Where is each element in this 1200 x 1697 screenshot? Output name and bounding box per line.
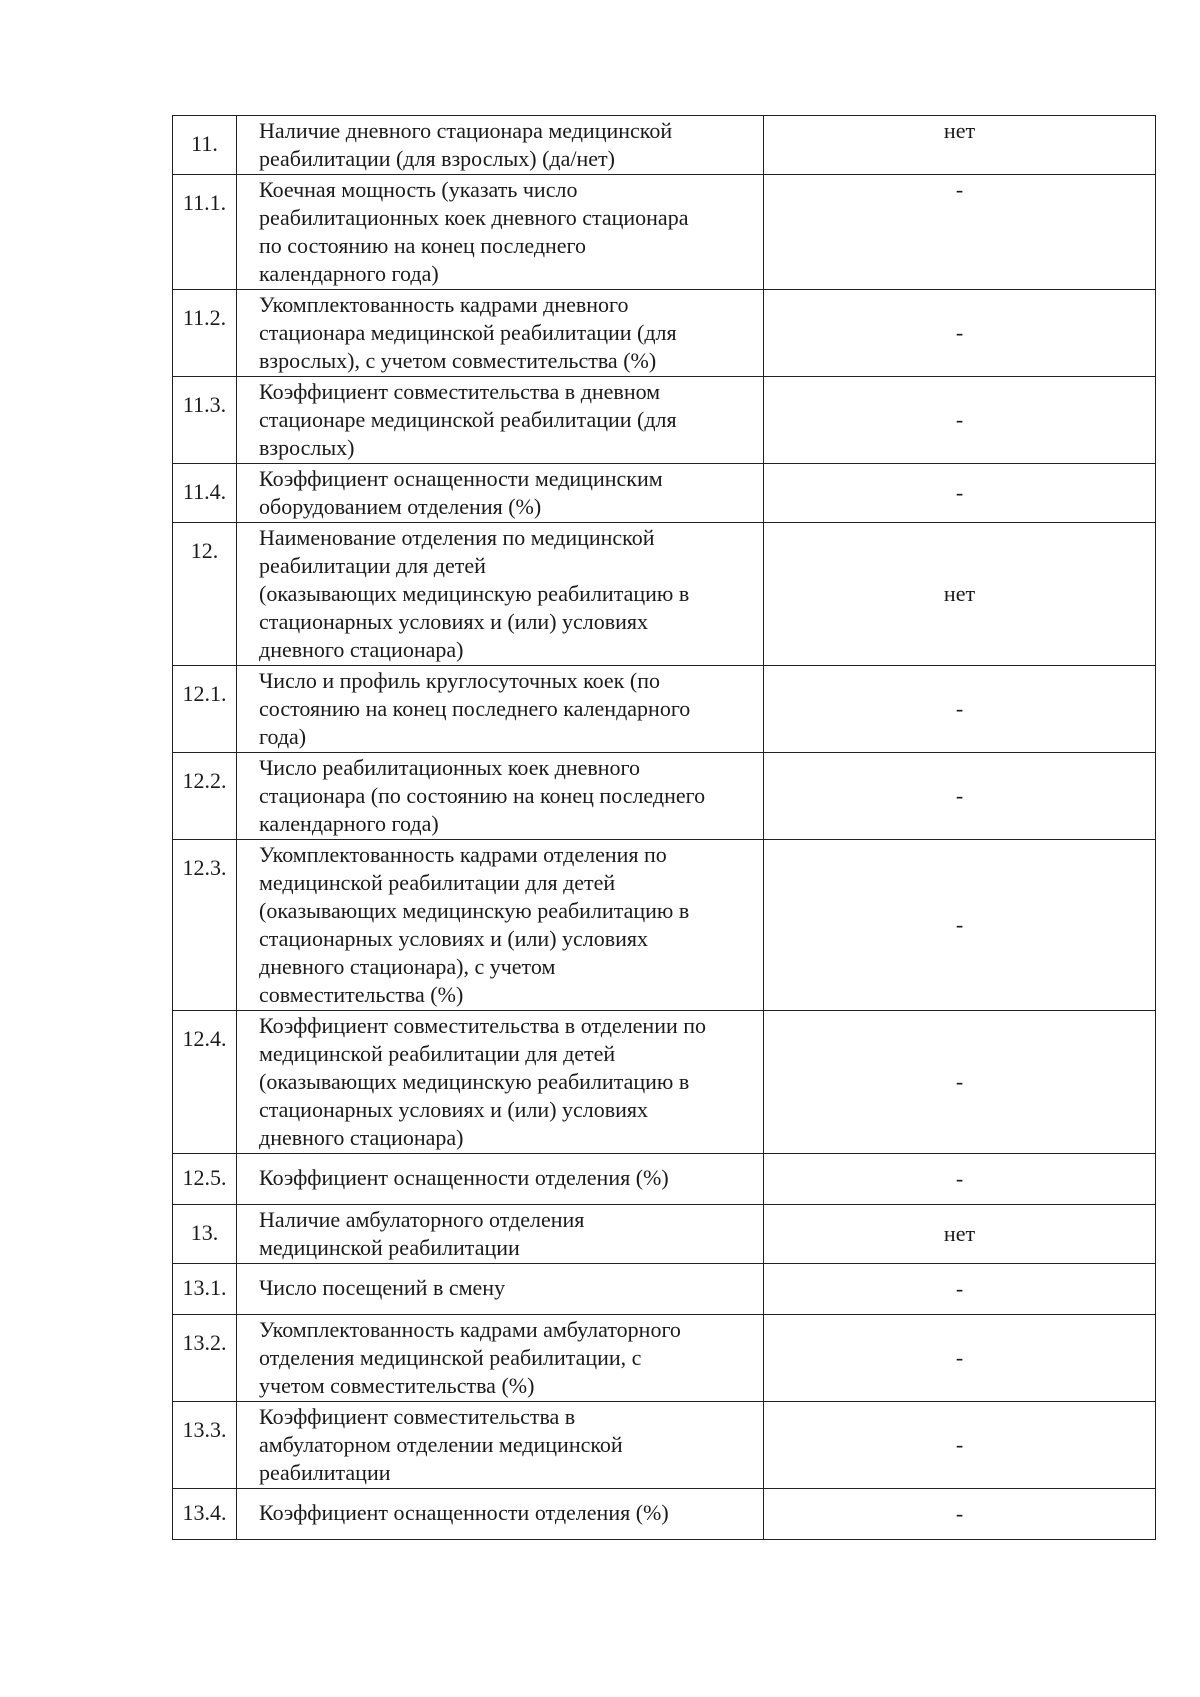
table-row xyxy=(173,1154,1156,1205)
row-description xyxy=(237,1489,764,1540)
row-description xyxy=(237,464,764,523)
description-line: года) xyxy=(259,724,307,749)
description-line: реабилитации (для взрослых) (да/нет) xyxy=(259,146,615,171)
table-row xyxy=(173,840,1156,1011)
description-line: реабилитационных коек дневного стационара xyxy=(259,205,689,230)
row-description xyxy=(237,175,764,290)
description-line: взрослых) xyxy=(259,435,355,460)
row-value: - xyxy=(764,377,1156,464)
row-number: 12.2. xyxy=(173,753,237,840)
table-row xyxy=(173,464,1156,523)
table-row xyxy=(173,1489,1156,1540)
row-description xyxy=(237,377,764,464)
row-value: - xyxy=(764,175,1156,290)
row-number: 11.3. xyxy=(173,377,237,464)
table-row xyxy=(173,1011,1156,1154)
row-value: - xyxy=(764,1264,1156,1315)
table-row xyxy=(173,1264,1156,1315)
indicators-table-body xyxy=(173,116,1156,1540)
row-number: 13.2. xyxy=(173,1315,237,1402)
row-value: - xyxy=(764,464,1156,523)
description-line: стационара медицинской реабилитации (для xyxy=(259,320,677,345)
description-line: амбулаторном отделении медицинской xyxy=(259,1432,623,1457)
description-line: дневного стационара) xyxy=(259,637,464,662)
indicators-table xyxy=(172,115,1156,1540)
description-line: дневного стационара), с учетом xyxy=(259,954,556,979)
description-line: Коечная мощность (указать число xyxy=(259,177,578,202)
row-description xyxy=(237,666,764,753)
row-value: нет xyxy=(764,1205,1156,1264)
row-number: 13.3. xyxy=(173,1402,237,1489)
row-number: 13.4. xyxy=(173,1489,237,1540)
description-line: совместительства (%) xyxy=(259,982,464,1007)
table-row xyxy=(173,1402,1156,1489)
description-line: стационара (по состоянию на конец последнего xyxy=(259,783,706,808)
description-line: Число посещений в смену xyxy=(259,1275,506,1300)
row-value: - xyxy=(764,666,1156,753)
description-line: Наименование отделения по медицинской xyxy=(259,525,655,550)
row-description xyxy=(237,1011,764,1154)
row-description xyxy=(237,523,764,666)
row-number: 12.4. xyxy=(173,1011,237,1154)
description-line: Коэффициент оснащенности отделения (%) xyxy=(259,1500,669,1525)
row-description xyxy=(237,1402,764,1489)
row-description xyxy=(237,116,764,175)
row-value: нет xyxy=(764,523,1156,666)
description-line: Коэффициент совместительства в отделении по xyxy=(259,1013,707,1038)
row-value: - xyxy=(764,1154,1156,1205)
table-row xyxy=(173,290,1156,377)
description-line: Коэффициент оснащенности медицинским xyxy=(259,466,663,491)
row-number: 11. xyxy=(173,116,237,175)
description-line: взрослых), с учетом совместительства (%) xyxy=(259,348,657,373)
description-line: Число реабилитационных коек дневного xyxy=(259,755,641,780)
description-line: медицинской реабилитации для детей xyxy=(259,870,616,895)
row-description xyxy=(237,1264,764,1315)
table-row xyxy=(173,377,1156,464)
table-row xyxy=(173,175,1156,290)
row-description xyxy=(237,290,764,377)
description-line: стационарных условиях и (или) условиях xyxy=(259,609,649,634)
row-description xyxy=(237,753,764,840)
description-line: Наличие амбулаторного отделения xyxy=(259,1207,585,1232)
row-description xyxy=(237,1315,764,1402)
row-number: 11.4. xyxy=(173,464,237,523)
description-line: календарного года) xyxy=(259,811,439,836)
row-description xyxy=(237,1154,764,1205)
description-line: Коэффициент совместительства в дневном xyxy=(259,379,661,404)
description-line: медицинской реабилитации xyxy=(259,1235,520,1260)
row-description xyxy=(237,1205,764,1264)
row-value: - xyxy=(764,1011,1156,1154)
row-value: - xyxy=(764,290,1156,377)
table-row xyxy=(173,666,1156,753)
row-description xyxy=(237,840,764,1011)
table-row xyxy=(173,523,1156,666)
row-number: 11.1. xyxy=(173,175,237,290)
description-line: медицинской реабилитации для детей xyxy=(259,1041,616,1066)
description-line: Число и профиль круглосуточных коек (по xyxy=(259,668,660,693)
table-row xyxy=(173,1315,1156,1402)
description-line: Коэффициент оснащенности отделения (%) xyxy=(259,1165,669,1190)
description-line: стационарных условиях и (или) условиях xyxy=(259,1097,649,1122)
description-line: стационаре медицинской реабилитации (для xyxy=(259,407,677,432)
description-line: по состоянию на конец последнего xyxy=(259,233,587,258)
row-value: - xyxy=(764,840,1156,1011)
description-line: оборудованием отделения (%) xyxy=(259,494,542,519)
row-number: 12.3. xyxy=(173,840,237,1011)
table-row xyxy=(173,753,1156,840)
row-number: 12.1. xyxy=(173,666,237,753)
description-line: состоянию на конец последнего календарного xyxy=(259,696,691,721)
table-row xyxy=(173,1205,1156,1264)
description-line: дневного стационара) xyxy=(259,1125,464,1150)
row-value: - xyxy=(764,1402,1156,1489)
description-line: Укомплектованность кадрами отделения по xyxy=(259,842,667,867)
description-line: Укомплектованность кадрами дневного xyxy=(259,292,629,317)
row-value: - xyxy=(764,753,1156,840)
row-value: - xyxy=(764,1489,1156,1540)
description-line: Наличие дневного стационара медицинской xyxy=(259,118,673,143)
row-number: 12. xyxy=(173,523,237,666)
row-number: 13.1. xyxy=(173,1264,237,1315)
description-line: (оказывающих медицинскую реабилитацию в xyxy=(259,1069,690,1094)
description-line: (оказывающих медицинскую реабилитацию в xyxy=(259,898,690,923)
row-number: 13. xyxy=(173,1205,237,1264)
description-line: Укомплектованность кадрами амбулаторного xyxy=(259,1317,681,1342)
description-line: реабилитации для детей xyxy=(259,553,486,578)
row-value: нет xyxy=(764,116,1156,175)
description-line: реабилитации xyxy=(259,1460,391,1485)
table-row xyxy=(173,116,1156,175)
row-number: 11.2. xyxy=(173,290,237,377)
description-line: Коэффициент совместительства в xyxy=(259,1404,576,1429)
description-line: отделения медицинской реабилитации, с xyxy=(259,1345,642,1370)
description-line: учетом совместительства (%) xyxy=(259,1373,535,1398)
row-value: - xyxy=(764,1315,1156,1402)
description-line: календарного года) xyxy=(259,261,439,286)
row-number: 12.5. xyxy=(173,1154,237,1205)
description-line: (оказывающих медицинскую реабилитацию в xyxy=(259,581,690,606)
description-line: стационарных условиях и (или) условиях xyxy=(259,926,649,951)
